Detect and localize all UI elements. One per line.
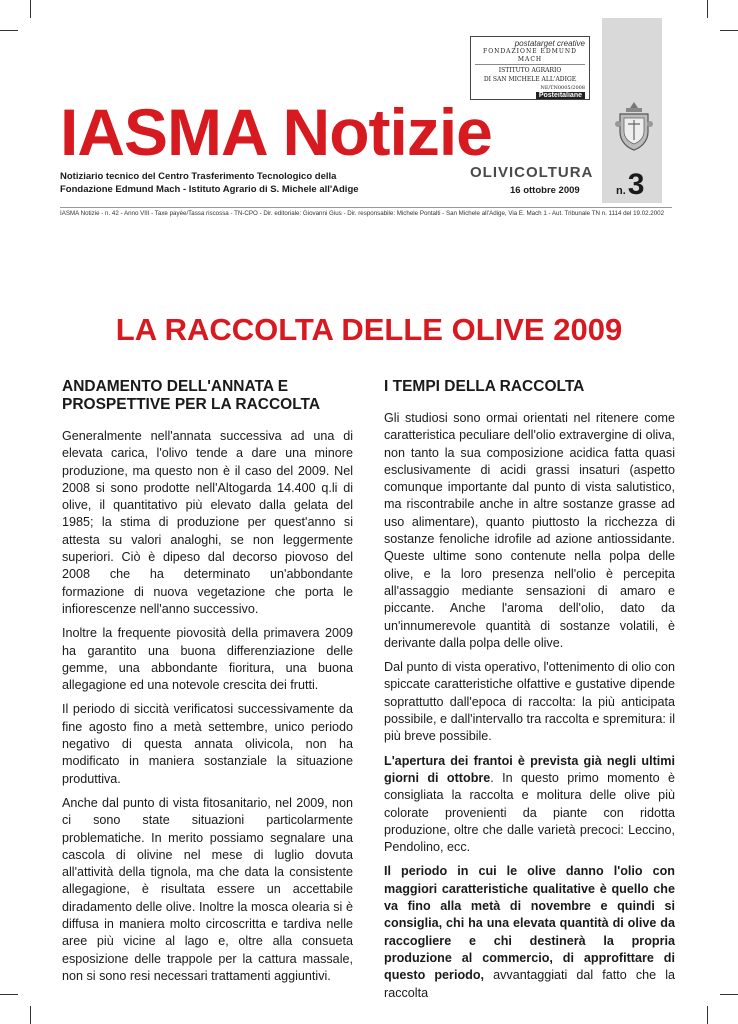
right-paragraph-4-rest: avvantaggiati dal fatto che la raccolta [384,968,675,1000]
crop-mark [0,30,18,31]
header-rule [60,207,672,208]
right-paragraph-3-rest: . In questo primo momento è consigliata la raccolta e molitura delle olive più colorate provenienti da piante con ridotta produzione, oltre che dalle varietà precoci: Leccino, Pendolino, ecc. [384,770,675,855]
right-paragraph-3-bold: L'apertura dei frantoi è prevista già negli ultimi giorni di ottobre [384,753,675,785]
crop-mark [30,0,31,18]
crest-icon [614,100,654,154]
masthead-title: IASMA Notizie [60,95,492,169]
stamp-org: FONDAZIONE EDMUND MACH [475,48,585,65]
stamp-institute-2: DI SAN MICHELE ALL'ADIGE [483,76,577,83]
crop-mark [720,30,738,31]
issue-date: 16 ottobre 2009 [510,185,580,196]
crop-mark [720,994,738,995]
crop-mark [707,0,708,18]
left-paragraph-1: Generalmente nell'annata successiva ad una di elevata carica, l'olivo tende a dare una minore produzione, ma questo non è il caso del 2009. Nel 2008 si sono prodotte nell'Altogarda 14.400 q.li di olive, il quantitativo più elevato dalla gelata del 1985; la stima di produzione per quest'anno si attesta su valori analoghi, se non leggermente superiori. Ciò è dipeso dal decorso piovoso del 2008 che ha determinato un'abbondante formazione di nuova vegetazione che porta le infiorescenze nell'anno successivo. [62,429,353,616]
subtitle-line-1: Notiziario tecnico del Centro Trasferimento Tecnologico della [60,171,337,182]
crop-mark [30,1006,31,1024]
right-paragraph-4-bold: Il periodo in cui le olive danno l'olio con maggiori caratteristiche qualitative è quello che va fino alla metà di novembre e quindi si consiglia, chi ha una elevata quantità di olive da raccogliere e chi destinerà la propria produzione al commercio, di approfittare di questo periodo, [384,864,675,983]
stamp-institute-1: ISTITUTO AGRARIO [498,67,562,74]
crop-mark [707,1006,708,1024]
right-paragraph-3 [384,753,675,857]
right-paragraph-4 [384,863,675,1001]
issue-number [616,168,644,208]
right-heading: I TEMPI DELLA RACCOLTA [384,378,585,395]
article-title: LA RACCOLTA DELLE OLIVE 2009 [115,312,623,347]
right-paragraph-2: Dal punto di vista operativo, l'ottenimento di olio con spiccate caratteristiche olfattive e gustative dipende soprattutto dall'epoca di raccolta: la più anticipata possibile, e dall'intervallo tra raccolta e spremitura: il più breve possibile. [384,660,675,744]
left-paragraph-2: Inoltre la frequente piovosità della primavera 2009 ha garantito una buona differenziazione delle gemme, una abbondante fioritura, una buona allegagione ed una notevole crescita dei frutti. [62,626,353,693]
stamp-postal: Posteitaliane [536,92,585,99]
section-label: OLIVICOLTURA [470,164,594,181]
left-paragraph-3: Il periodo di siccità verificatosi successivamente da fine agosto fino a metà settembre, unico periodo negativo di questa annata olivicola, non ha modificato in maniera sostanziale la situazione produttiva. [62,702,353,786]
stamp-brand: postatarget creative [514,39,585,48]
masthead-subtitle [60,170,359,196]
imprint: IASMA Notizie - n. 42 - Anno VIII - Taxe payée/Tassa riscossa - TN-CPO - Dir. editoriale: Giovanni Gius - Dir. responsabile: Michele Pontalti - San Michele all'Adige, Via E. Mach 1 - Aut. Tribunale TN n. 1114 del 19.02.2002 [60,210,665,217]
left-column [62,378,353,992]
stamp-permit: NE/TN0005/2008 [540,85,585,91]
issue-value: 3 [627,168,645,201]
right-paragraph-1: Gli studiosi sono ormai orientati nel ritenere come caratteristica peculiare dell'olio extravergine di oliva, non tanto la sua composizione acidica fatta quasi esclusivamente di acidi grassi insaturi (aspetto comunque importante dal punto di vista salutistico, ma riscontrabile anche in altre sostanze grasse ad uso alimentare), quanto piuttosto la ricchezza di sostanze fenoliche idrofile ad azione antiossidante. Queste ultime sono contenute nella polpa delle olive, e la loro presenza nell'olio è percepita all'assaggio mediante sensazioni di amaro e piccante. Anche l'aroma dell'olio, dato da un'innumerevole quantità di sostanze volatili, è derivante dalla polpa delle olive. [384,411,675,650]
crop-mark [0,994,18,995]
left-heading: ANDAMENTO DELL'ANNATA E PROSPETTIVE PER LA RACCOLTA [62,378,321,413]
issue-prefix: n. [616,185,626,197]
postal-stamp [470,36,590,100]
subtitle-line-2: Fondazione Edmund Mach - Istituto Agrario di S. Michele all'Adige [60,184,359,195]
left-paragraph-4: Anche dal punto di vista fitosanitario, nel 2009, non ci sono state situazioni particolarmente problematiche. In merito possiamo segnalare una cascola di olivine nel mese di luglio dovuta all'attività della tignola, ma che data la consistente allegagione, è risultata essere un accettabile diradamento delle olive. Inoltre la mosca olearia si è diffusa in maniera molto circoscritta e tardiva nelle aree più vicine al lago e, oltre alla consueta esposizione delle trappole per la cattura massale, non si sono resi necessari trattamenti aggiuntivi. [62,795,353,983]
right-column [384,378,675,1009]
